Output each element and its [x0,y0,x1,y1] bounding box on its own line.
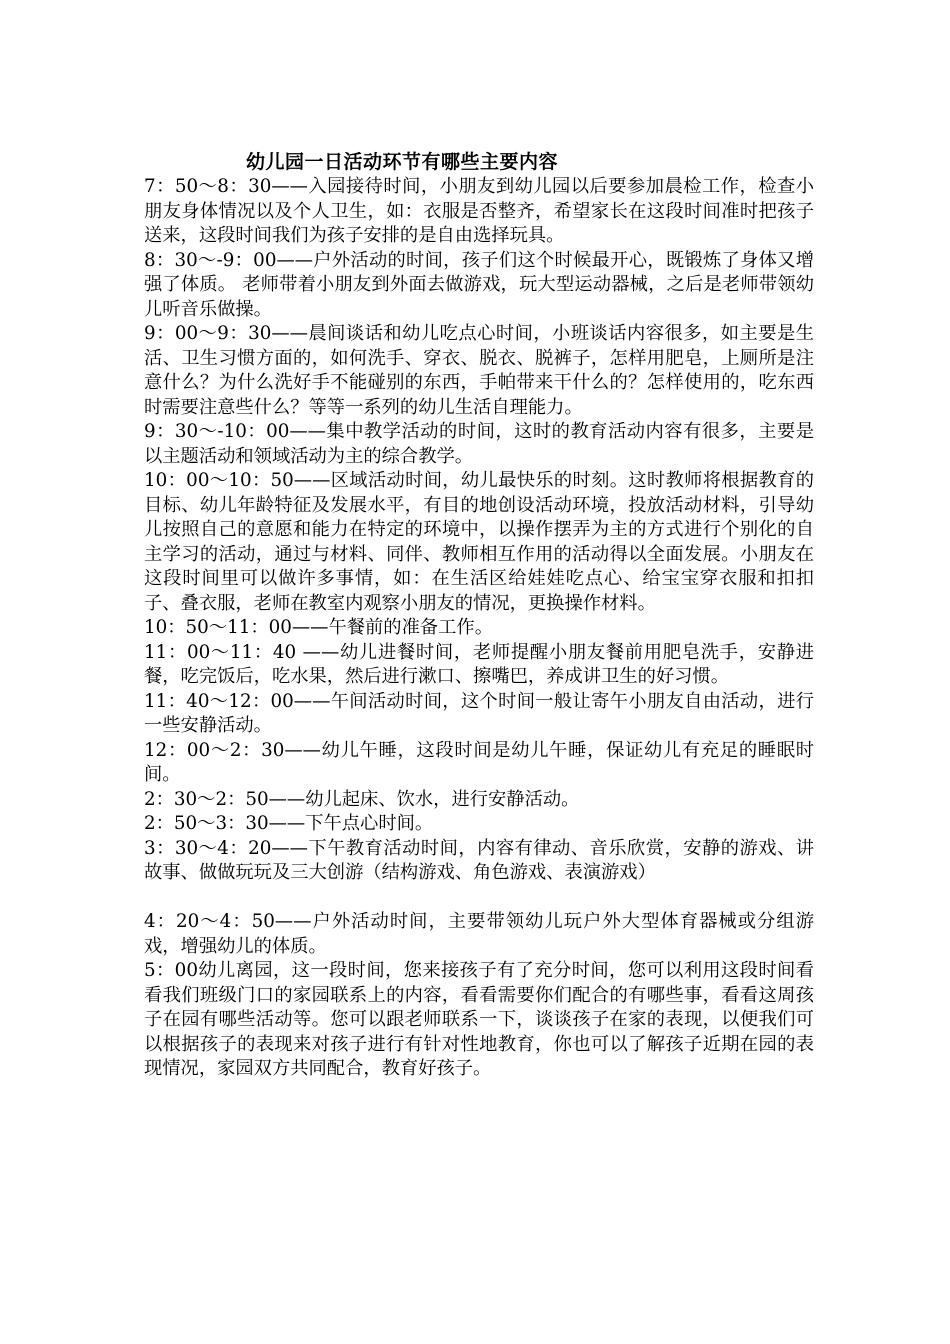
paragraph-outdoor-morning: 8：30～-9：00——户外活动的时间，孩子们这个时候最开心，既锻炼了身体又增强了体质。 老师带着小朋友到外面去做游戏，玩大型运动器械，之后是老师带领幼儿听音乐做操。 [144,249,814,320]
document-title: 幼儿园一日活动环节有哪些主要内容 [246,151,559,173]
paragraph-arrival: 7：50～8：30——入园接待时间，小朋友到幼儿园以后要参加晨检工作，检查小朋友身体情况以及个人卫生，如：衣服是否整齐，希望家长在这段时间准时把孩子送来，这段时间我们为孩子安排的是自由选择玩具。 [144,176,814,246]
paragraph-noon-activity: 11：40～12：00——午间活动时间，这个时间一般让寄午小朋友自由活动，进行一些安静活动。 [144,690,814,736]
paragraph-nap: 12：00～2：30——幼儿午睡，这段时间是幼儿午睡，保证幼儿有充足的睡眠时间。 [144,739,814,785]
paragraph-group-teaching: 9：30～-10：00——集中教学活动的时间，这时的教育活动内容有很多，主要是以主题活动和领域活动为主的综合教学。 [144,421,814,467]
paragraph-area-activity: 10：00～10：50——区域活动时间，幼儿最快乐的时刻。这时教师将根据教育的目标、幼儿年龄特征及发展水平，有目的地创设活动环境，投放活动材料，引导幼儿按照自己的意愿和能力在特定的环境中，以操作摆弄为主的方式进行个别化的自主学习的活动，通过与材料、同伴、教师相互作用的活动得以全面发展。小朋友在这段时间里可以做许多事情，如：在生活区给娃娃吃点心、给宝宝穿衣服和扣扣子、叠衣服，老师在教室内观察小朋友的情况，更换操作材料。 [144,470,814,614]
paragraph-departure: 5：00幼儿离园，这一段时间，您来接孩子有了充分时间，您可以利用这段时间看看我们班级门口的家园联系上的内容，看看需要你们配合的有哪些事，看看这周孩子在园有哪些活动等。您可以跟老师联系一下，谈谈孩子在家的表现，以便我们可以根据孩子的表现来对孩子进行有针对性地教育，你也可以了解孩子近期在园的表现情况，家园双方共同配合，教育好孩子。 [144,960,814,1079]
paragraph-lunch: 11：00～11：40 ——幼儿进餐时间，老师提醒小朋友餐前用肥皂洗手，安静进餐，吃完饭后，吃水果，然后进行漱口、擦嘴巴，养成讲卫生的好习惯。 [144,641,814,687]
paragraph-morning-talk: 9：00～9：30——晨间谈话和幼儿吃点心时间，小班谈话内容很多，如主要是生活、卫生习惯方面的，如何洗手、穿衣、脱衣、脱裤子，怎样用肥皂，上厕所是注意什么？为什么洗好手不能碰别的东西，手帕带来干什么的？怎样使用的，吃东西时需要注意些什么？等等一系列的幼儿生活自理能力。 [144,323,814,418]
blank-line [144,886,814,911]
paragraph-afternoon-teaching: 3：30～4：20——下午教育活动时间，内容有律动、音乐欣赏，安静的游戏、讲故事、做做玩玩及三大创游（结构游戏、角色游戏、表演游戏） [144,837,814,883]
paragraph-outdoor-afternoon: 4：20～4：50——户外活动时间，主要带领幼儿玩户外大型体育器械或分组游戏，增强幼儿的体质。 [144,911,814,957]
paragraph-lunch-prep: 10：50～11：00——午餐前的准备工作。 [144,617,493,638]
document-body [144,175,814,1082]
paragraph-afternoon-snack: 2：50～3：30——下午点心时间。 [144,813,434,834]
paragraph-wake-up: 2：30～2：50——幼儿起床、饮水，进行安静活动。 [144,788,580,810]
